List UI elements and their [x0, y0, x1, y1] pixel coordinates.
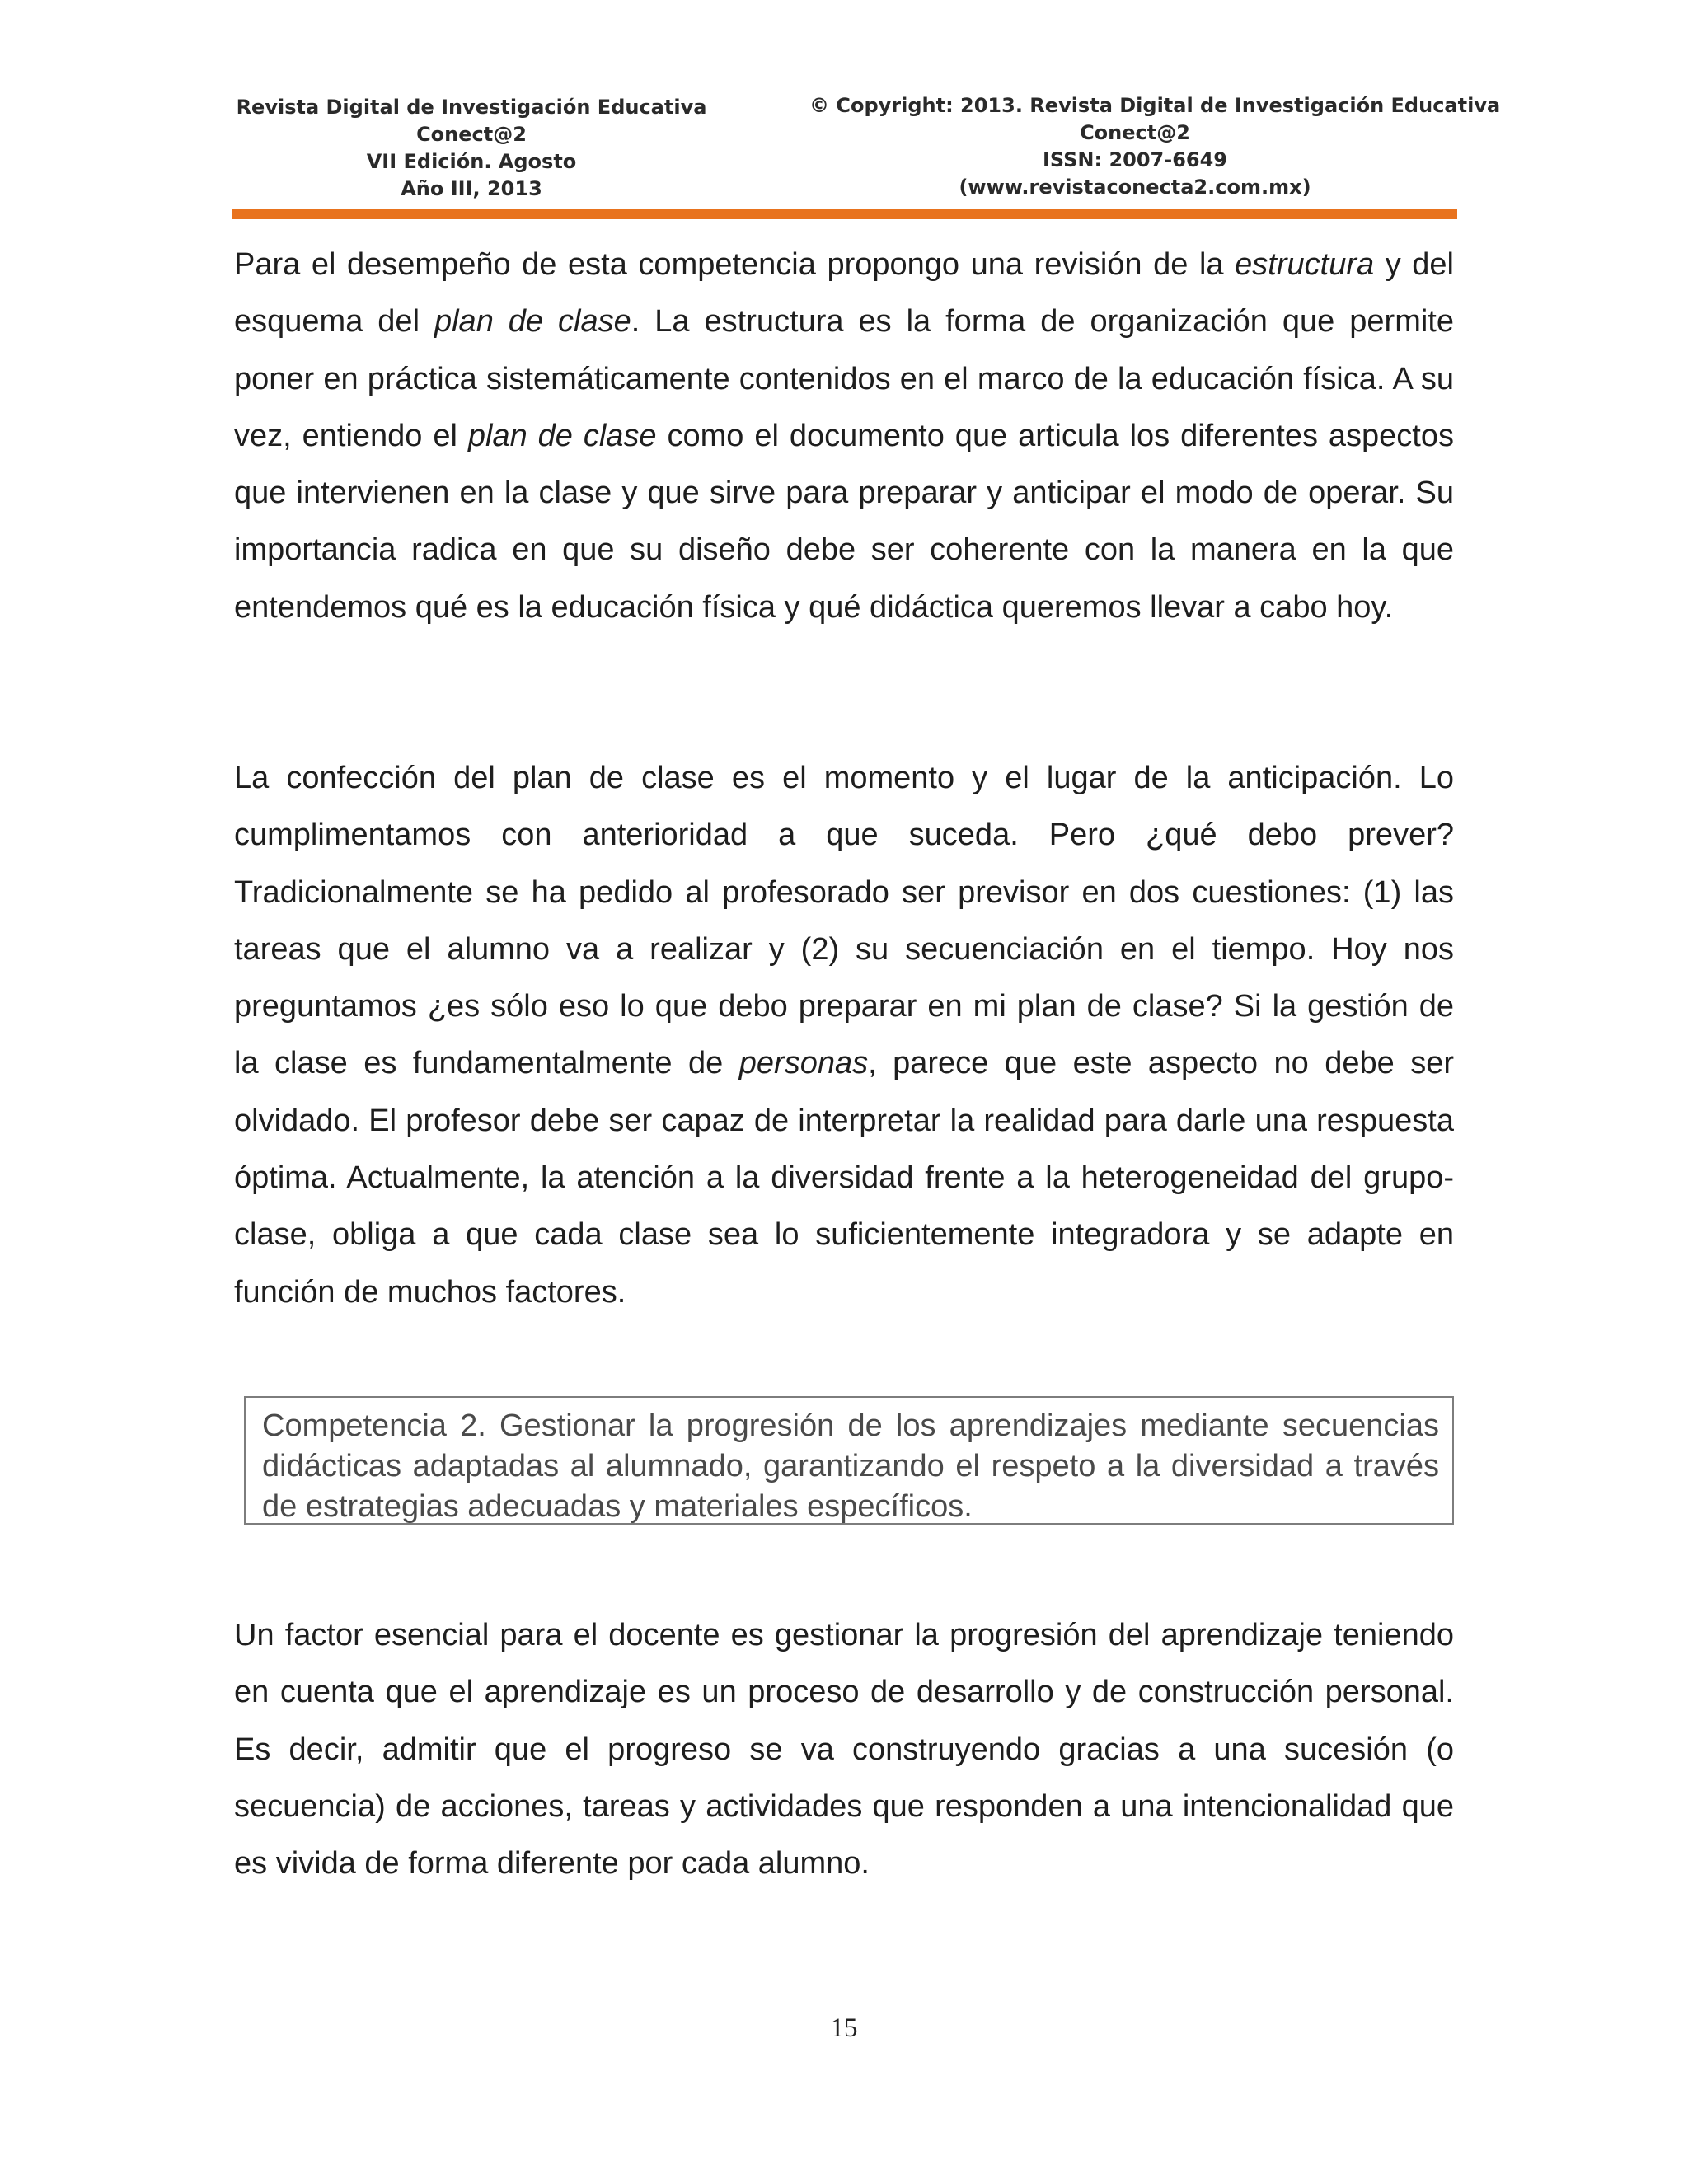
italic-term: personas: [738, 1046, 869, 1081]
body-paragraph-2: [234, 750, 1454, 1321]
copyright-block: [809, 92, 1501, 201]
paragraph-text: . La estructura es la forma de organización que permite poner en práctica sistemáticamente contenidos en el marco de la educación física. A su vez, entiendo el: [234, 304, 1454, 453]
paragraph-text: Para el desempeño de esta competencia propongo una revisión de la: [234, 247, 1236, 282]
body-paragraph-3: [234, 1607, 1454, 1892]
page-header: [232, 92, 1501, 216]
copyright-journal-name: Conect@2: [1080, 121, 1190, 144]
page-number: 15: [830, 2013, 858, 2043]
paragraph-text: , parece que este aspecto no debe ser olvidado. El profesor debe ser capaz de interpretar la realidad para darle una respuesta óptima. Actualmente, la atención a la diversidad frente a la heterogeneidad del grupo-clase, obliga a que cada clase sea lo suficientemente integradora y se adapte en función de muchos factores.: [234, 1046, 1454, 1310]
italic-term: plan de clase: [467, 418, 657, 453]
website-url: (www.revistaconecta2.com.mx): [959, 176, 1311, 199]
year-info: Año III, 2013: [401, 177, 542, 200]
competency-text: Competencia 2. Gestionar la progresión de los aprendizajes mediante secuencias didácticas adaptadas al alumnado, garantizando el respeto a la diversidad a través de estrategias adecuadas y materiales específicos.: [262, 1408, 1439, 1524]
edition-info: VII Edición. Agosto: [366, 150, 577, 173]
competency-callout-box: [244, 1396, 1454, 1525]
journal-title: Revista Digital de Investigación Educativa: [236, 96, 707, 119]
paragraph-text: La confección del plan de clase es el momento y el lugar de la anticipación. Lo cumplimentamos con anterioridad a que suceda. Pero ¿qué debo prever? Tradicionalmente se ha pedido al profesorado ser previsor en dos cuestiones: (1) las tareas que el alumno va a realizar y (2) su secuenciación en el tiempo. Hoy nos preguntamos ¿es sólo eso lo que debo preparar en mi plan de clase? Si la gestión de la clase es fundamentalmente de: [234, 761, 1454, 1081]
issn: ISSN: 2007-6649: [1042, 148, 1227, 171]
copyright-line: © Copyright: 2013. Revista Digital de Investigación Educativa: [809, 94, 1501, 117]
body-paragraph-1: [234, 237, 1454, 636]
paragraph-text: y del esquema del: [234, 247, 1454, 340]
italic-term: plan de clase: [434, 304, 631, 340]
paragraph-text: Un factor esencial para el docente es gestionar la progresión del aprendizaje teniendo en cuenta que el aprendizaje es un proceso de desarrollo y de construcción personal. Es decir, admitir que el progreso se va construyendo gracias a una sucesión (o secuencia) de acciones, tareas y actividades que responden a una intencionalidad que es vivida de forma diferente por cada alumno.: [234, 1618, 1454, 1882]
header-divider: [232, 209, 1457, 219]
italic-term: estructura: [1235, 247, 1375, 282]
journal-info-block: [232, 94, 710, 203]
journal-name: Conect@2: [416, 123, 527, 146]
paragraph-text: como el documento que articula los diferentes aspectos que intervienen en la clase y que sirve para preparar y anticipar el modo de operar. Su importancia radica en que su diseño debe ser coherente con la manera en la que entendemos qué es la educación física y qué didáctica queremos llevar a cabo hoy.: [234, 418, 1454, 625]
